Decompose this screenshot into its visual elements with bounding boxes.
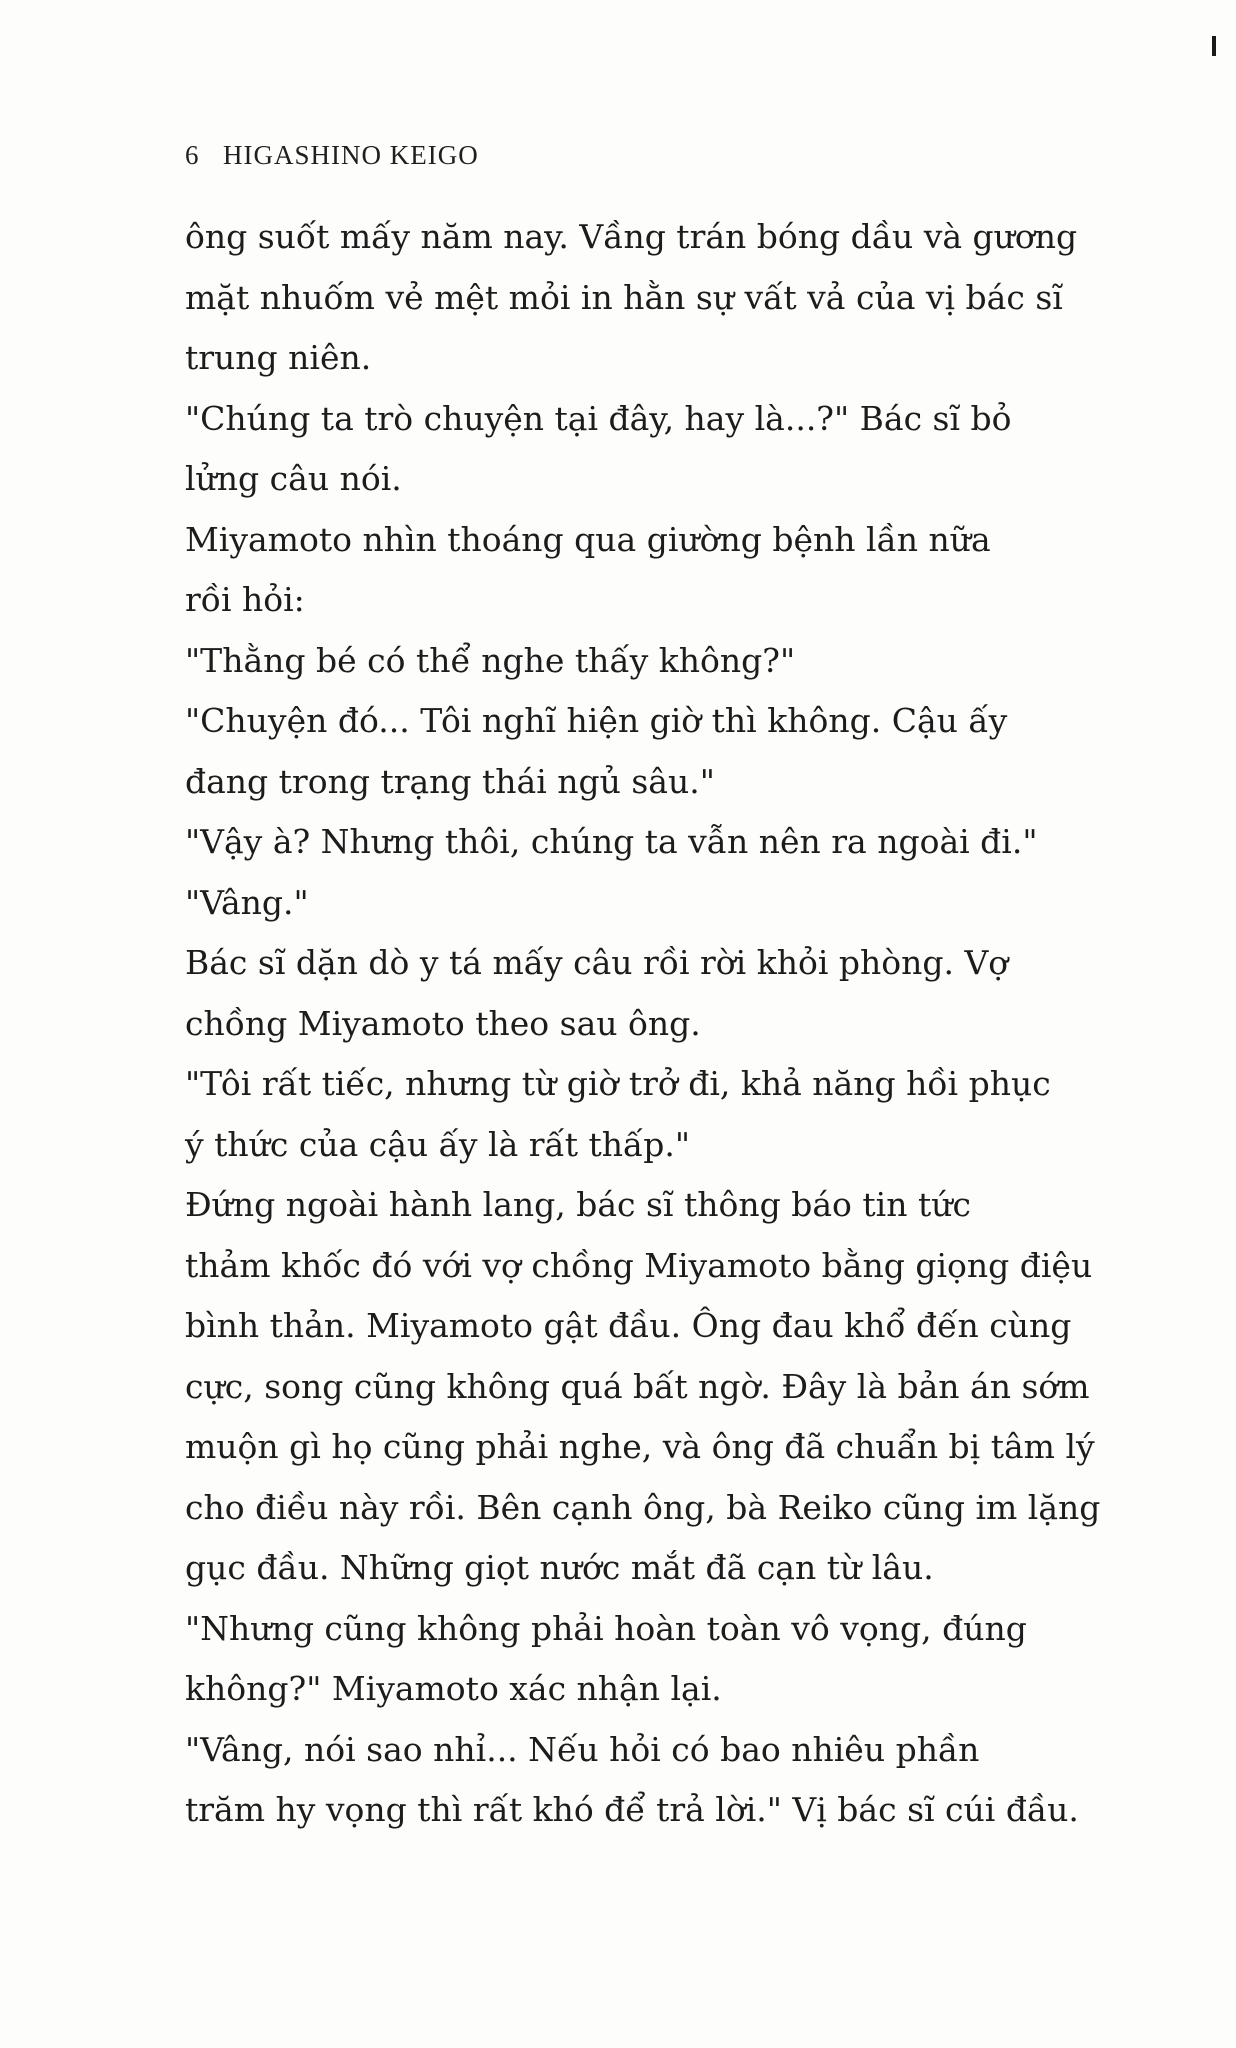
- paragraph: Bác sĩ dặn dò y tá mấy câu rồi rời khỏi phòng. Vợ chồng Miyamoto theo sau ông.: [185, 943, 1009, 1043]
- paragraph: "Vâng.": [185, 882, 309, 922]
- paragraph: ông suốt mấy năm nay. Vầng trán bóng dầu và gương mặt nhuốm vẻ mệt mỏi in hằn sự vất vả của vị bác sĩ trung niên.: [185, 217, 1078, 377]
- running-header: [185, 140, 479, 171]
- paragraph: Miyamoto nhìn thoáng qua giường bệnh lần nữa rồi hỏi:: [185, 519, 991, 619]
- paragraph: "Vâng, nói sao nhỉ... Nếu hỏi có bao nhiêu phần trăm hy vọng thì rất khó để trả lời." Vị bác sĩ cúi đầu.: [185, 1729, 1079, 1829]
- page-number: 6: [185, 140, 200, 170]
- running-title: HIGASHINO KEIGO: [223, 140, 479, 170]
- paragraph: "Chúng ta trò chuyện tại đây, hay là...?" Bác sĩ bỏ lửng câu nói.: [185, 398, 1012, 498]
- paragraph: Đứng ngoài hành lang, bác sĩ thông báo tin tức thảm khốc đó với vợ chồng Miyamoto bằng giọng điệu bình thản. Miyamoto gật đầu. Ông đau khổ đến cùng cực, song cũng không quá bất ngờ. Đây là bản án sớm muộn gì họ cũng phải nghe, và ông đã chuẩn bị tâm lý cho điều này rồi. Bên cạnh ông, bà Reiko cũng im lặng gục đầu. Những giọt nước mắt đã cạn từ lâu.: [185, 1185, 1101, 1587]
- paragraph: "Thằng bé có thể nghe thấy không?": [185, 640, 796, 680]
- page-edge-mark: [1212, 36, 1216, 56]
- paragraph: "Nhưng cũng không phải hoàn toàn vô vọng, đúng không?" Miyamoto xác nhận lại.: [185, 1608, 1027, 1708]
- body-text: [185, 207, 1145, 1841]
- paragraph: "Vậy à? Nhưng thôi, chúng ta vẫn nên ra ngoài đi.": [185, 822, 1038, 861]
- paragraph: "Tôi rất tiếc, nhưng từ giờ trở đi, khả năng hồi phục ý thức của cậu ấy là rất thấp.": [185, 1064, 1051, 1164]
- paragraph: "Chuyện đó... Tôi nghĩ hiện giờ thì không. Cậu ấy đang trong trạng thái ngủ sâu.": [185, 701, 1008, 801]
